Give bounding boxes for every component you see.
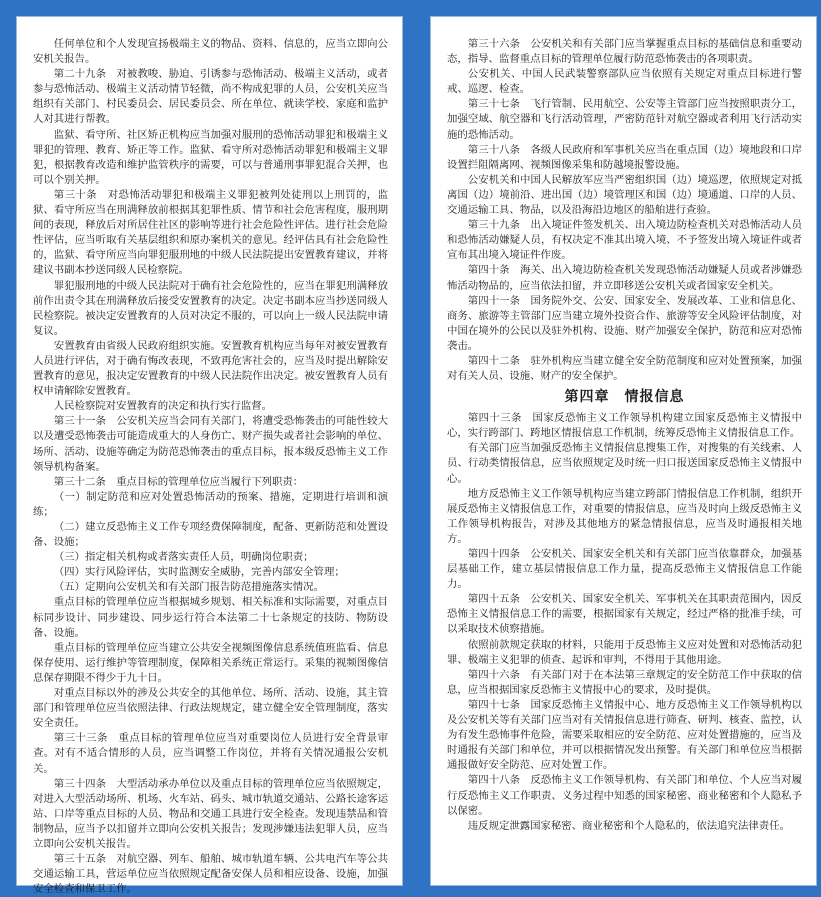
paragraph: （三）指定相关机构或者落实责任人员，明确岗位职责；: [53, 551, 314, 564]
paragraph: 第三十四条 大型活动承办单位以及重点目标的管理单位应当依照规定，对进入大型活动场所、机场、火车站、码头、城市轨道交通站、公路长途客运站、口岸等重点目标的人员、物品和交通工具进行安全检查。发现违禁品和管制物品，应当予以扣留并立即向公安机关报告；发现涉嫌违法犯罪人员，应当立即向公安机关报告。: [33, 777, 388, 850]
right-page: [430, 16, 817, 886]
paragraph: 第四十四条 公安机关、国家安全机关和有关部门应当依靠群众，加强基层基础工作，建立基层情报信息工作力量，提高反恐怖主义情报信息工作能力。: [447, 548, 802, 591]
paragraph: 第四十五条 公安机关、国家安全机关、军事机关在其职责范围内，因反恐怖主义情报信息工作的需要，根据国家有关规定，经过严格的批准手续，可以采取技术侦察措施。: [447, 593, 802, 636]
paragraph: 罪犯服刑地的中级人民法院对于确有社会危险性的，应当在罪犯刑满释放前作出责令其在刑满释放后接受安置教育的决定。决定书副本应当抄送同级人民检察院。被决定安置教育的人员对决定不服的，可以向上一级人民法院申请复议。: [33, 279, 388, 337]
paragraph: 公安机关和中国人民解放军应当严密组织国（边）境巡逻，依照规定对抵离国（边）境前沿、进出国（边）境管理区和国（边）境通道、口岸的人员、交通运输工具、物品，以及沿海沿边地区的船舶进行查验。: [447, 173, 802, 217]
paragraph: 第三十六条 公安机关和有关部门应当掌握重点目标的基础信息和重要动态，指导、监督重点目标的管理单位履行防范恐怖袭击的各项职责。: [447, 38, 802, 66]
paragraph: 违反规定泄露国家秘密、商业秘密和个人隐私的，依法追究法律责任。: [467, 819, 790, 832]
paragraph: 公安机关、中国人民武装警察部队应当依照有关规定对重点目标进行警戒、巡逻、检查。: [447, 68, 802, 96]
paragraph: 第三十八条 各级人民政府和军事机关应当在重点国（边）境地段和口岸设置拦阻隔离网、视频图像采集和防越境报警设施。: [447, 143, 802, 171]
paragraph: 第三十九条 出入境证件签发机关、出入境边防检查机关对恐怖活动人员和恐怖活动嫌疑人员，有权决定不准其出境入境、不予签发出境入境证件或者宣布其出境入境证件作废。: [447, 219, 802, 262]
paragraph: 第三十一条 公安机关应当会同有关部门，将遭受恐怖袭击的可能性较大以及遭受恐怖袭击可能造成重大的人身伤亡、财产损失或者社会影响的单位、场所、活动、设施等确定为防范恐怖袭击的重点目标，报本级反恐怖主义工作领导机构备案。: [33, 415, 388, 473]
chapter-title: 第四章 情报信息: [564, 389, 685, 406]
paragraph: 安置教育由省级人民政府组织实施。安置教育机构应当每年对被安置教育人员进行评估，对于确有悔改表现，不致再危害社会的，应当及时提出解除安置教育的意见，报决定安置教育的中级人民法院作出决定。被安置教育人员有权申请解除安置教育。: [33, 339, 388, 398]
paragraph: （四）实行风险评估，实时监测安全威胁，完善内部安全管理；: [53, 566, 345, 579]
paragraph: （二）建立反恐怖主义工作专项经费保障制度，配备、更新防范和处置设备、设施；: [33, 521, 388, 549]
paragraph: 重点目标的管理单位应当建立公共安全视频图像信息系统值班监看、信息保存使用、运行维护等管理制度，保障相关系统正常运行。采集的视频图像信息保存期限不得少于九十日。: [33, 641, 388, 684]
paragraph: 重点目标的管理单位应当根据城乡规划、相关标准和实际需要，对重点目标同步设计、同步建设、同步运行符合本法第二十七条规定的技防、物防设备、设施。: [33, 596, 388, 639]
paragraph: 第四十六条 有关部门对于在本法第三章规定的安全防范工作中获取的信息，应当根据国家反恐怖主义情报中心的要求，及时提供。: [447, 668, 802, 696]
left-page: [16, 16, 403, 896]
paragraph: 第二十九条 对被教唆、胁迫、引诱参与恐怖活动、极端主义活动，或者参与恐怖活动、极端主义活动情节轻微，尚不构成犯罪的人员，公安机关应当组织有关部门、村民委员会、居民委员会、所在单位、就读学校、家庭和监护人对其进行帮教。: [33, 68, 388, 126]
paragraph: 地方反恐怖主义工作领导机构应当建立跨部门情报信息工作机制，组织开展反恐怖主义情报信息工作，对重要的情报信息，应当及时向上级反恐怖主义工作领导机构报告，对涉及其他地方的紧急情报信息，应当及时通报相关地方。: [447, 487, 802, 545]
paragraph: 第三十条 对恐怖活动罪犯和极端主义罪犯被判处徒刑以上刑罚的，监狱、看守所应当在刑满释放前根据其犯罪性质、情节和社会危害程度，服刑期间的表现，释放后对所居住社区的影响等进行社会危险性评估。进行社会危险性评估，应当听取有关基层组织和原办案机关的意见。经评估具有社会危险性的，监狱、看守所应当向罪犯服刑地的中级人民法院提出安置教育建议，并将建议书副本抄送同级人民检察院。: [33, 188, 388, 277]
paragraph: 第三十三条 重点目标的管理单位应当对重要岗位人员进行安全背景审查。对有不适合情形的人员，应当调整工作岗位，并将有关情况通报公安机关。: [33, 732, 388, 775]
paragraph: 监狱、看守所、社区矫正机构应当加强对服刑的恐怖活动罪犯和极端主义罪犯的管理、教育、矫正等工作。监狱、看守所对恐怖活动罪犯和极端主义罪犯，根据教育改造和维护监管秩序的需要，可以与普通刑事罪犯混合关押，也可以个别关押。: [33, 128, 388, 186]
paragraph: 第三十五条 对航空器、列车、船舶、城市轨道车辆、公共电汽车等公共交通运输工具，营运单位应当依照规定配备安保人员和相应设备、设施，加强安全检查和保卫工作。: [33, 853, 388, 896]
paragraph: 依照前款规定获取的材料，只能用于反恐怖主义应对处置和对恐怖活动犯罪、极端主义犯罪的侦查、起诉和审判，不得用于其他用途。: [447, 638, 802, 666]
paragraph: 人民检察院对安置教育的决定和执行实行监督。: [53, 400, 272, 413]
paragraph: 第四十七条 国家反恐怖主义情报中心、地方反恐怖主义工作领导机构以及公安机关等有关部门应当对有关情报信息进行筛查、研判、核查、监控，认为有发生恐怖事件危险，需要采取相应的安全防范、应对处置措施的，应当及时通报有关部门和单位，并可以根据情况发出预警。有关部门和单位应当根据通报做好安全防范、应对处置工作。: [447, 698, 802, 772]
paragraph: 有关部门应当加强反恐怖主义情报信息搜集工作，对搜集的有关线索、人员、行动类情报信息，应当依照规定及时统一归口报送国家反恐怖主义情报中心。: [447, 442, 802, 485]
paragraph: 任何单位和个人发现宣扬极端主义的物品、资料、信息的，应当立即向公安机关报告。: [33, 38, 388, 66]
paragraph: 第三十二条 重点目标的管理单位应当履行下列职责：: [53, 475, 304, 488]
paragraph: （一）制定防范和应对处置恐怖活动的预案、措施，定期进行培训和演练；: [33, 490, 388, 518]
paragraph: 第四十一条 国务院外交、公安、国家安全、发展改革、工业和信息化、商务、旅游等主管部门应当建立境外投资合作、旅游等安全风险评估制度，对中国在境外的公民以及驻外机构、设施、财产加强安全保护，防范和应对恐怖袭击。: [447, 294, 802, 352]
paragraph: 对重点目标以外的涉及公共安全的其他单位、场所、活动、设施，其主管部门和管理单位应当依照法律、行政法规规定，建立健全安全管理制度，落实安全责任。: [33, 687, 388, 730]
paragraph: 第四十条 海关、出入境边防检查机关发现恐怖活动嫌疑人员或者涉嫌恐怖活动物品的，应当依法扣留，并立即移送公安机关或者国家安全机关。: [447, 264, 802, 292]
paragraph: 第三十七条 飞行管制、民用航空、公安等主管部门应当按照职责分工，加强空域、航空器和飞行活动管理，严密防范针对航空器或者利用飞行活动实施的恐怖活动。: [447, 98, 802, 141]
paragraph: 第四十二条 驻外机构应当建立健全安全防范制度和应对处置预案，加强对有关人员、设施、财产的安全保护。: [447, 354, 802, 383]
paragraph: 第四十三条 国家反恐怖主义工作领导机构建立国家反恐怖主义情报中心，实行跨部门、跨地区情报信息工作机制，统筹反恐怖主义情报信息工作。: [447, 412, 802, 440]
paragraph: 第四十八条 反恐怖主义工作领导机构、有关部门和单位、个人应当对履行反恐怖主义工作职责、义务过程中知悉的国家秘密、商业秘密和个人隐私予以保密。: [447, 774, 802, 817]
paragraph: （五）定期向公安机关和有关部门报告防范措施落实情况。: [53, 581, 324, 594]
